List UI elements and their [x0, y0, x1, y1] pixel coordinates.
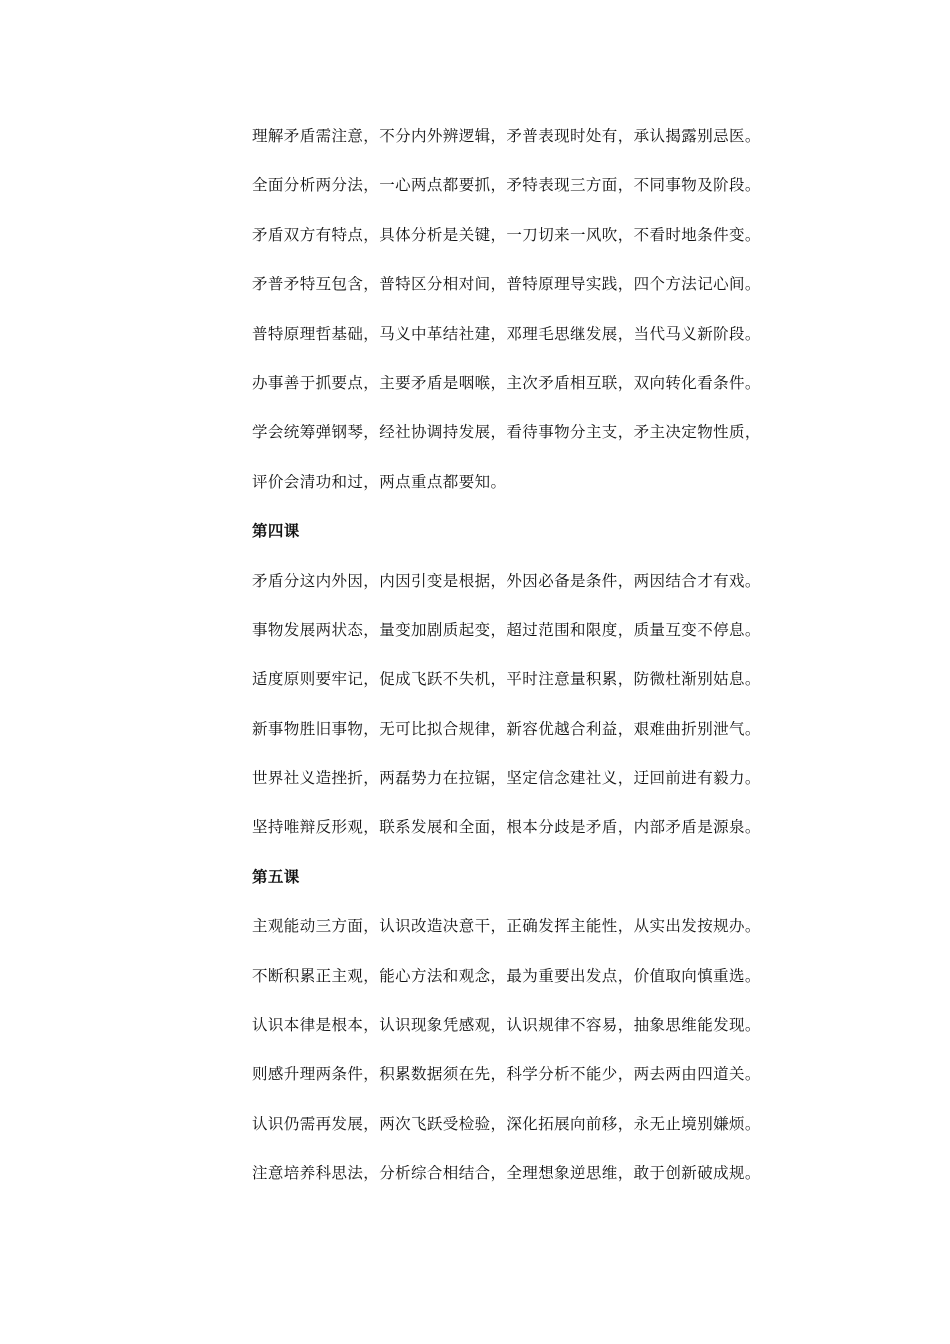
verse-line: 则感升理两条件，积累数据须在先，科学分析不能少，两去两由四道关。: [252, 1065, 761, 1084]
verse-line: 适度原则要牢记，促成飞跃不失机，平时注意量积累，防微杜渐别姑息。: [252, 670, 761, 689]
verse-line: 主观能动三方面，认识改造决意干，正确发挥主能性，从实出发按规办。: [252, 917, 761, 936]
lesson-heading: 第四课: [252, 522, 300, 541]
verse-line: 普特原理哲基础，马义中革结社建，邓理毛思继发展，当代马义新阶段。: [252, 324, 761, 343]
verse-line: 理解矛盾需注意，不分内外辨逻辑，矛普表现时处有，承认揭露别忌医。: [252, 127, 761, 145]
section-lesson-5: [252, 853, 792, 1199]
verse-line: 认识本律是根本，认识现象凭感观，认识规律不容易，抽象思维能发现。: [252, 1016, 761, 1035]
verse-line: 学会统筹弹钢琴，经社协调持发展，看待事物分主支，矛主决定物性质，: [252, 423, 761, 442]
verse-line: 矛普矛特互包含，普特区分相对间，普特原理导实践，四个方法记心间。: [252, 275, 761, 294]
verse-line: 全面分析两分法，一心两点都要抓，矛特表现三方面，不同事物及阶段。: [252, 176, 761, 195]
verse-line: 世界社义造挫折，两磊势力在拉锯，坚定信念建社义，迂回前进有毅力。: [252, 769, 761, 788]
verse-line: 矛盾分这内外因，内因引变是根据，外因必备是条件，两因结合才有戏。: [252, 571, 761, 590]
document-page: [252, 112, 792, 1199]
verse-line: 坚持唯辩反形观，联系发展和全面，根本分歧是矛盾，内部矛盾是源泉。: [252, 818, 761, 837]
section-verses-1: [252, 112, 792, 507]
verse-line: 注意培养科思法，分析综合相结合，全理想象逆思维，敢于创新破成规。: [252, 1164, 761, 1183]
verse-line: 矛盾双方有特点，具体分析是关键，一刀切来一风吹，不看时地条件变。: [252, 225, 761, 244]
verse-line: 认识仍需再发展，两次飞跃受检验，深化拓展向前移，永无止境别嫌烦。: [252, 1114, 761, 1133]
verse-line: 办事善于抓要点，主要矛盾是咽喉，主次矛盾相互联，双向转化看条件。: [252, 373, 761, 392]
verse-line: 评价会清功和过，两点重点都要知。: [252, 472, 507, 491]
verse-line: 不断积累正主观，能心方法和观念，最为重要出发点，价值取向慎重选。: [252, 966, 761, 985]
verse-line: 新事物胜旧事物，无可比拟合规律，新容优越合利益，艰难曲折别泄气。: [252, 719, 761, 738]
verse-line: 事物发展两状态，量变加剧质起变，超过范围和限度，质量互变不停息。: [252, 620, 761, 639]
section-lesson-4: [252, 507, 792, 853]
lesson-heading: 第五课: [252, 867, 300, 886]
